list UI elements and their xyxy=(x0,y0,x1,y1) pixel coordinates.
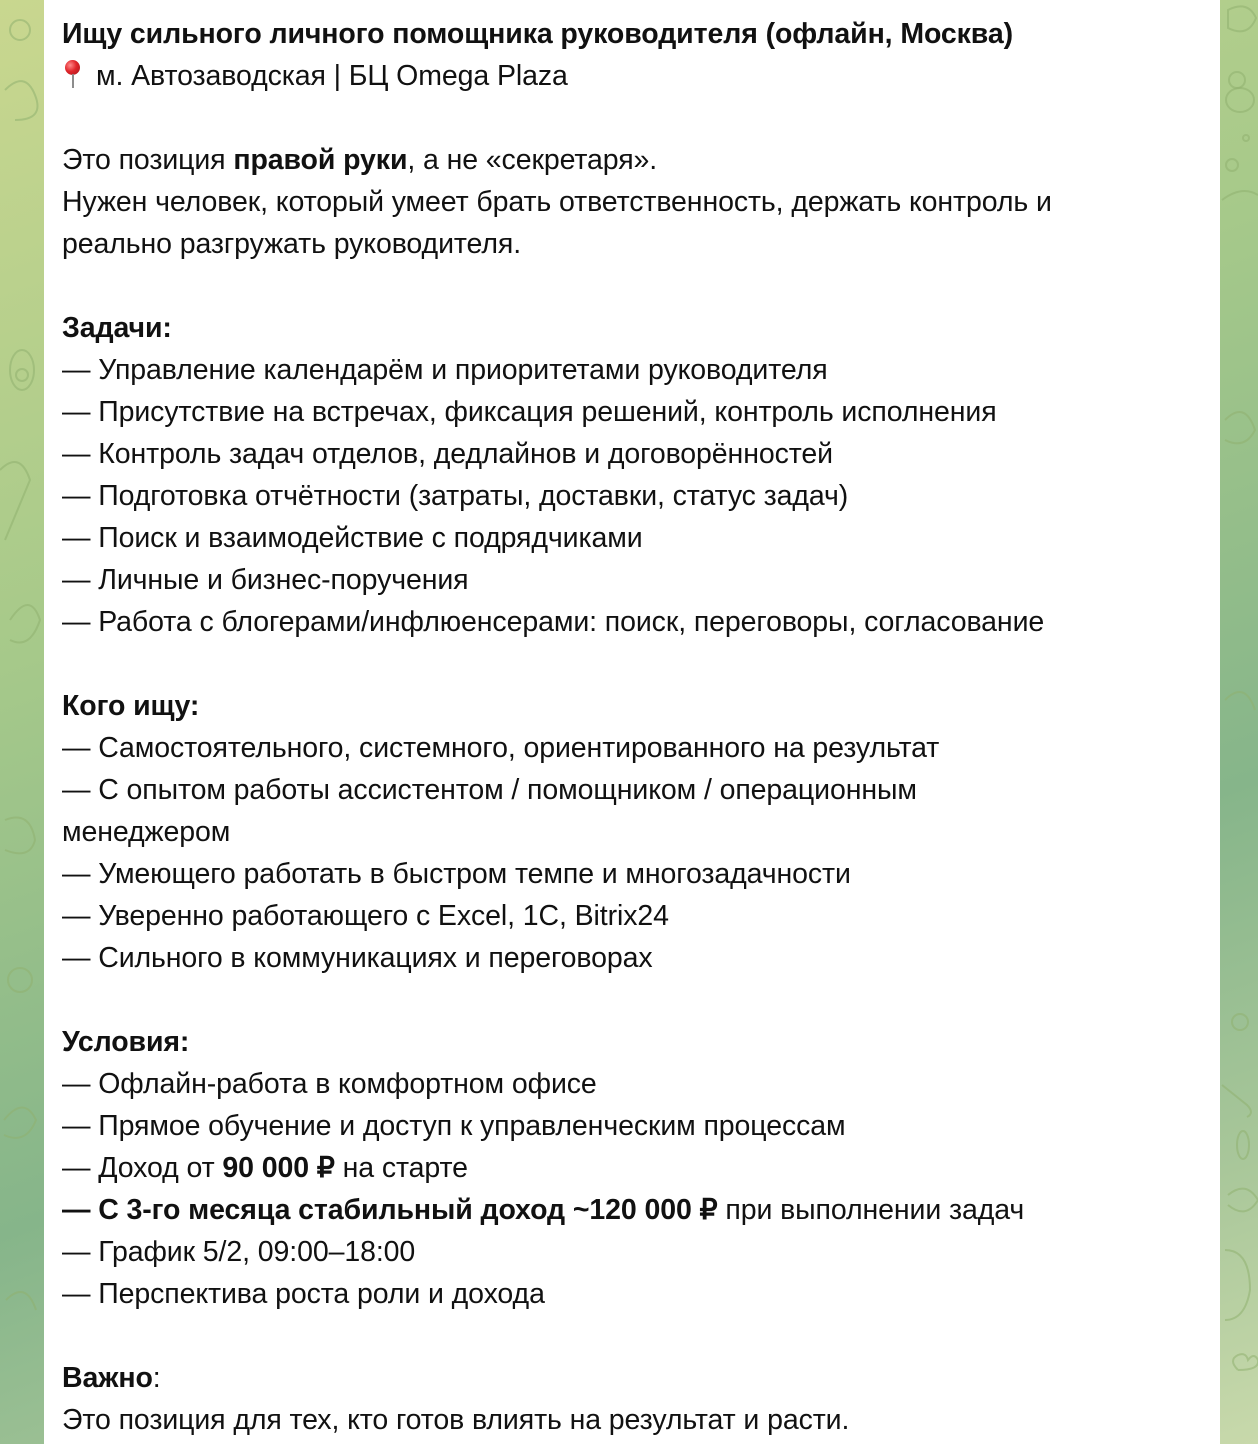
doodle-icon xyxy=(5,818,35,854)
important-heading xyxy=(62,1357,1210,1399)
intro-text: , а не «секретаря». xyxy=(407,144,658,176)
blank-line xyxy=(62,97,1210,139)
doodle-icon xyxy=(10,605,40,643)
heart-doodle-icon xyxy=(1233,1354,1258,1370)
doodle-icon xyxy=(16,369,28,381)
task-item: — Контроль задач отделов, дедлайнов и договорённостей xyxy=(62,438,833,470)
tasks-heading: Задачи: xyxy=(62,312,172,344)
condition-text: на старте xyxy=(334,1152,468,1184)
candy-doodle-icon xyxy=(1237,1131,1249,1159)
round-pushpin-icon xyxy=(62,59,84,89)
doodle-icon xyxy=(1225,1250,1250,1320)
task-item: — Поиск и взаимодействие с подрядчиками xyxy=(62,522,643,554)
condition-text: при выполнении задач xyxy=(717,1194,1025,1226)
message-title: Ищу сильного личного помощника руководителя (офлайн, Москва) xyxy=(62,18,1013,50)
doodle-icon xyxy=(5,81,38,120)
intro-emphasis: правой руки xyxy=(233,144,408,176)
intro-line-3: реально разгружать руководителя. xyxy=(62,228,522,260)
conditions-heading: Условия: xyxy=(62,1026,190,1058)
crab-doodle-icon xyxy=(1228,6,1256,31)
paw-doodle-icon xyxy=(1243,135,1249,141)
important-label: Важно xyxy=(62,1362,153,1394)
blank-line xyxy=(62,1315,1210,1357)
paw-doodle-icon xyxy=(1226,159,1238,171)
condition-item-schedule: — График 5/2, 09:00–18:00 xyxy=(62,1236,416,1268)
task-item: — Присутствие на встречах, фиксация решений, контроль исполнения xyxy=(62,396,997,428)
ice-cream-doodle-icon xyxy=(0,462,30,540)
blank-line xyxy=(62,265,1210,307)
condition-item: — Офлайн-работа в комфортном офисе xyxy=(62,1068,597,1100)
who-item: — С опытом работы ассистентом / помощником / операционным xyxy=(62,774,917,806)
fish-doodle-icon xyxy=(1228,1189,1258,1212)
who-item: — Умеющего работать в быстром темпе и многозадачности xyxy=(62,858,851,890)
condition-text: — Доход от xyxy=(62,1152,223,1184)
income-stable-amount: — С 3-го месяца стабильный доход ~120 000 ₽ xyxy=(62,1194,718,1226)
task-item: — Подготовка отчётности (затраты, доставки, статус задач) xyxy=(62,480,849,512)
message-bubble xyxy=(44,0,1220,1444)
leaf-doodle-icon xyxy=(1222,191,1258,200)
cane-doodle-icon xyxy=(1222,1085,1251,1117)
condition-item: — Перспектива роста роли и дохода xyxy=(62,1278,545,1310)
task-item: — Управление календарём и приоритетами руководителя xyxy=(62,354,828,386)
condition-item-income-stable xyxy=(62,1189,1210,1231)
doodle-icon xyxy=(6,1292,36,1310)
doodle-icon xyxy=(1225,412,1255,443)
location-line xyxy=(62,55,1210,97)
doodle-icon xyxy=(8,968,32,992)
intro-line-2: Нужен человек, который умеет брать ответственность, держать контроль и xyxy=(62,186,1052,218)
who-item: — Уверенно работающего с Excel, 1C, Bitrix24 xyxy=(62,900,669,932)
important-colon: : xyxy=(152,1362,161,1394)
blank-line xyxy=(62,979,1210,1021)
intro-text: Это позиция xyxy=(62,144,234,176)
condition-item: — Прямое обучение и доступ к управленческим процессам xyxy=(62,1110,846,1142)
task-item: — Работа с блогерами/инфлюенсерами: поиск, переговоры, согласование xyxy=(62,606,1045,638)
important-text: Это позиция для тех, кто готов влиять на результат и расти. xyxy=(62,1404,850,1436)
spiral-doodle-icon xyxy=(1232,1014,1248,1030)
avocado-doodle-icon xyxy=(10,350,34,390)
who-heading: Кого ищу: xyxy=(62,690,200,722)
condition-item-income-start xyxy=(62,1147,1210,1189)
who-item-continuation: менеджером xyxy=(62,816,231,848)
location-text: м. Автозаводская | БЦ Omega Plaza xyxy=(96,60,568,92)
who-item: — Самостоятельного, системного, ориентированного на результат xyxy=(62,732,940,764)
who-item: — Сильного в коммуникациях и переговорах xyxy=(62,942,653,974)
doodle-icon xyxy=(1225,692,1255,710)
income-start-amount: 90 000 ₽ xyxy=(222,1152,335,1184)
chick-doodle-icon xyxy=(1226,88,1254,112)
intro-line-1 xyxy=(62,139,1210,181)
task-item: — Личные и бизнес-поручения xyxy=(62,564,469,596)
doodle-icon xyxy=(4,1108,36,1138)
doodle-icon xyxy=(10,20,30,40)
blank-line xyxy=(62,643,1210,685)
chick-doodle-icon xyxy=(1229,72,1245,88)
